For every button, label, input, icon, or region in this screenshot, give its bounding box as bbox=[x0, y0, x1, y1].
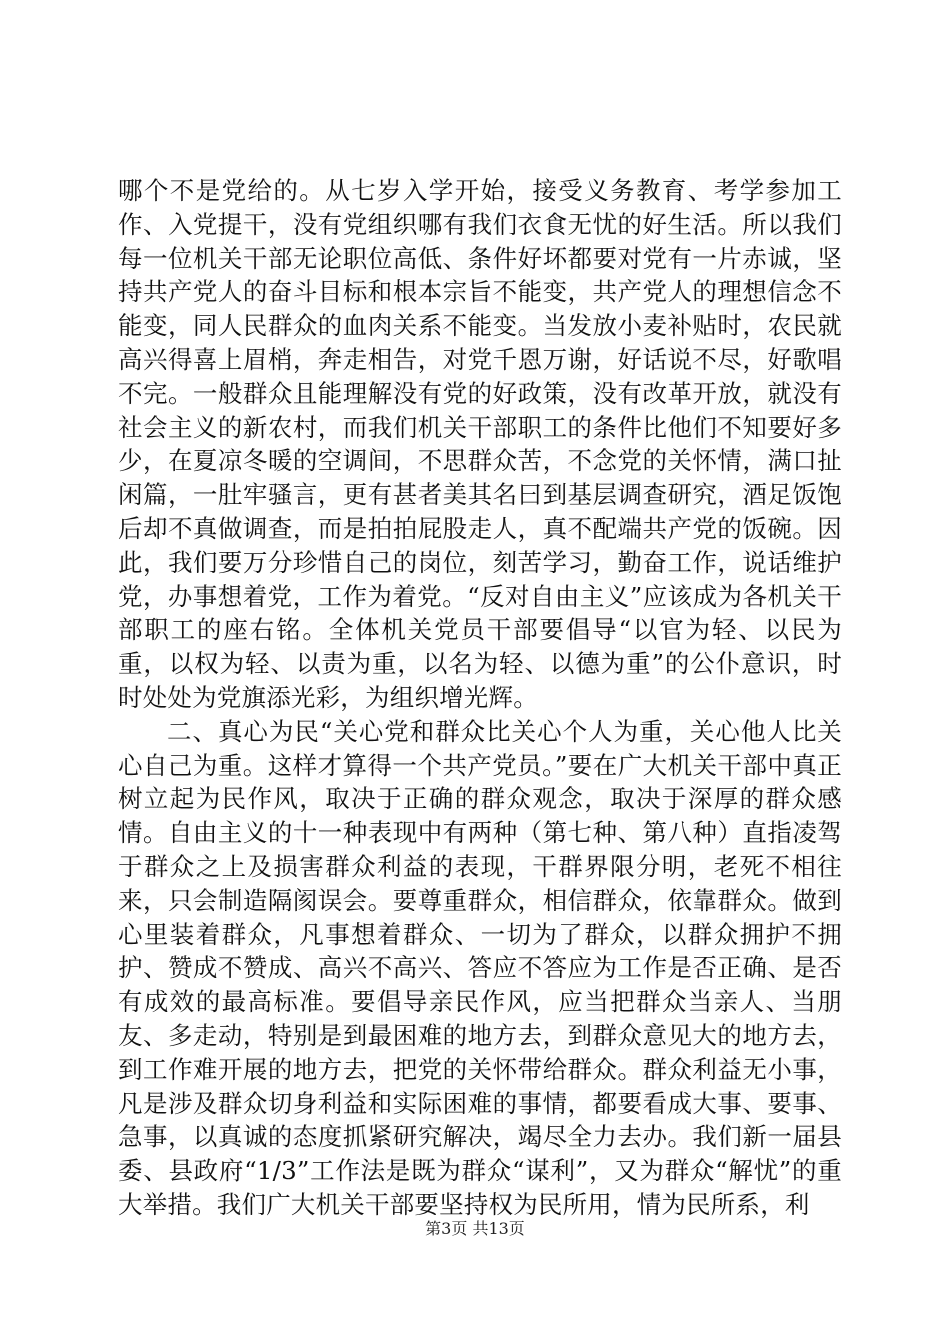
page-number: 第3页 共13页 bbox=[425, 1219, 525, 1238]
paragraph-continuation: 哪个不是党给的。从七岁入学开始，接受义务教育、考学参加工作、入党提干，没有党组织哪有我们衣食无忧的好生活。所以我们每一位机关干部无论职位高低、条件好坏都要对党有一片赤诚，坚持共产党人的奋斗目标和根本宗旨不能变，共产党人的理想信念不能变，同人民群众的血肉关系不能变。当发放小麦补贴时，农民就高兴得喜上眉梢，奔走相告，对党千恩万谢，好话说不尽，好歌唱不完。一般群众且能理解没有党的好政策，没有改革开放，就没有社会主义的新农村，而我们机关干部职工的条件比他们不知要好多少，在夏凉冬暖的空调间，不思群众苦，不念党的关怀情，满口扯闲篇，一肚牢骚言，更有甚者美其名曰到基层调查研究，酒足饭饱后却不真做调查，而是拍拍屁股走人，真不配端共产党的饭碗。因此，我们要万分珍惜自己的岗位，刻苦学习，勤奋工作，说话维护党，办事想着党，工作为着党。“反对自由主义”应该成为各机关干部职工的座右铭。全体机关党员干部要倡导“以官为轻、以民为重，以权为轻、以责为重，以名为轻、以德为重”的公仆意识，时时处处为党旗添光彩，为组织增光辉。 bbox=[118, 176, 842, 712]
paragraph-section-two: 二、真心为民“关心党和群众比关心个人为重，关心他人比关心自己为重。这样才算得一个共产党员。”要在广大机关干部中真正树立起为民作风，取决于正确的群众观念，取决于深厚的群众感情。自由主义的十一种表现中有两种（第七种、第八种）直指凌驾于群众之上及损害群众利益的表现，干群界限分明，老死不相往来，只会制造隔阂误会。要尊重群众，相信群众，依靠群众。做到心里装着群众，凡事想着群众、一切为了群众，以群众拥护不拥护、赞成不赞成、高兴不高兴、答应不答应为工作是否正确、是否有成效的最高标准。要倡导亲民作风，应当把群众当亲人、当朋友、多走动，特别是到最困难的地方去，到群众意见大的地方去，到工作难开展的地方去，把党的关怀带给群众。群众利益无小事，凡是涉及群众切身利益和实际困难的事情，都要看成大事、要事、急事，以真诚的态度抓紧研究解决，竭尽全力去办。我们新一届县委、县政府“1/3”工作法是既为群众“谋利”，又为群众“解忧”的重大举措。我们广大机关干部要坚持权为民所用，情为民所系，利 bbox=[118, 716, 842, 1219]
page-footer bbox=[0, 1216, 950, 1239]
document-body bbox=[118, 174, 842, 1222]
